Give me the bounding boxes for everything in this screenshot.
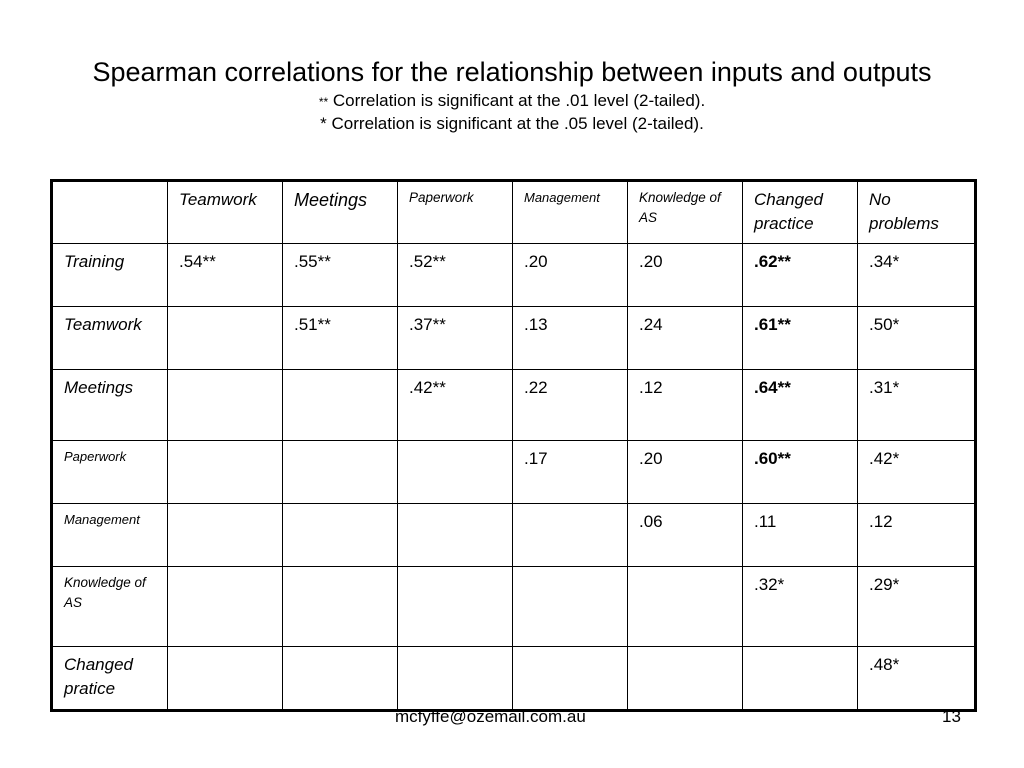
- page-number: 13: [942, 707, 961, 726]
- table-cell: [398, 647, 513, 711]
- table-cell: [398, 504, 513, 567]
- table-cell: [283, 567, 398, 647]
- table-cell: [168, 307, 283, 370]
- table-cell: .12: [858, 504, 976, 567]
- table-cell: .61**: [743, 307, 858, 370]
- table-cell: [168, 504, 283, 567]
- table-cell: .50*: [858, 307, 976, 370]
- table-cell: .34*: [858, 244, 976, 307]
- table-cell: .17: [513, 441, 628, 504]
- table-row: [52, 441, 976, 504]
- table-cell: [398, 567, 513, 647]
- table-cell: .42*: [858, 441, 976, 504]
- table-row: [52, 307, 976, 370]
- table-cell: [513, 567, 628, 647]
- table-cell: [283, 370, 398, 441]
- row-label-teamwork: Teamwork: [52, 307, 168, 370]
- table-cell: [168, 370, 283, 441]
- column-header-changed-practice: Changed practice: [743, 181, 858, 244]
- significance-note-05: * Correlation is significant at the .05 level (2-tailed).: [320, 114, 704, 133]
- column-header-knowledge-of-as: Knowledge of AS: [628, 181, 743, 244]
- table-row: [52, 370, 976, 441]
- table-cell: .11: [743, 504, 858, 567]
- table-header-row: [52, 181, 976, 244]
- table-cell: .64**: [743, 370, 858, 441]
- table-cell: [168, 567, 283, 647]
- table-corner-cell: [52, 181, 168, 244]
- row-label-management: Management: [52, 504, 168, 567]
- column-header-no-problems: No problems: [858, 181, 976, 244]
- column-header-management: Management: [513, 181, 628, 244]
- table-cell: [283, 441, 398, 504]
- table-cell: .37**: [398, 307, 513, 370]
- table-cell: .20: [628, 244, 743, 307]
- table-cell: .22: [513, 370, 628, 441]
- significance-note-01-text: Correlation is significant at the .01 level (2-tailed).: [328, 91, 706, 110]
- table-cell: .20: [513, 244, 628, 307]
- table-cell: .42**: [398, 370, 513, 441]
- table-cell: .55**: [283, 244, 398, 307]
- table-cell: [628, 567, 743, 647]
- table-row: [52, 647, 976, 711]
- table-cell: .20: [628, 441, 743, 504]
- table-cell: .13: [513, 307, 628, 370]
- table-cell: .54**: [168, 244, 283, 307]
- table-cell: [283, 504, 398, 567]
- column-header-meetings: Meetings: [283, 181, 398, 244]
- table-cell: [743, 647, 858, 711]
- row-label-changed-pratice: Changed pratice: [52, 647, 168, 711]
- table-cell: [513, 647, 628, 711]
- footer-email: mcfyffe@ozemail.com.au: [395, 707, 586, 726]
- table-cell: .12: [628, 370, 743, 441]
- slide-title: Spearman correlations for the relationship between inputs and outputs: [92, 57, 932, 87]
- correlation-table: [50, 179, 977, 712]
- table-row: [52, 504, 976, 567]
- table-row: [52, 244, 976, 307]
- table-cell: .48*: [858, 647, 976, 711]
- table-cell: [628, 647, 743, 711]
- table-row: [52, 567, 976, 647]
- column-header-paperwork: Paperwork: [398, 181, 513, 244]
- significance-note-01: [0, 90, 1024, 113]
- table-cell: .24: [628, 307, 743, 370]
- table-cell: .62**: [743, 244, 858, 307]
- row-label-meetings: Meetings: [52, 370, 168, 441]
- row-label-training: Training: [52, 244, 168, 307]
- table-cell: .52**: [398, 244, 513, 307]
- table-cell: .51**: [283, 307, 398, 370]
- row-label-paperwork: Paperwork: [52, 441, 168, 504]
- table-cell: .29*: [858, 567, 976, 647]
- table-cell: [513, 504, 628, 567]
- table-cell: .06: [628, 504, 743, 567]
- table-cell: [283, 647, 398, 711]
- table-cell: .31*: [858, 370, 976, 441]
- column-header-teamwork: Teamwork: [168, 181, 283, 244]
- table-cell: [398, 441, 513, 504]
- table-cell: [168, 441, 283, 504]
- table-cell: .32*: [743, 567, 858, 647]
- row-label-knowledge-of-as: Knowledge of AS: [52, 567, 168, 647]
- table-cell: .60**: [743, 441, 858, 504]
- table-cell: [168, 647, 283, 711]
- significance-note-01-stars: **: [318, 95, 329, 109]
